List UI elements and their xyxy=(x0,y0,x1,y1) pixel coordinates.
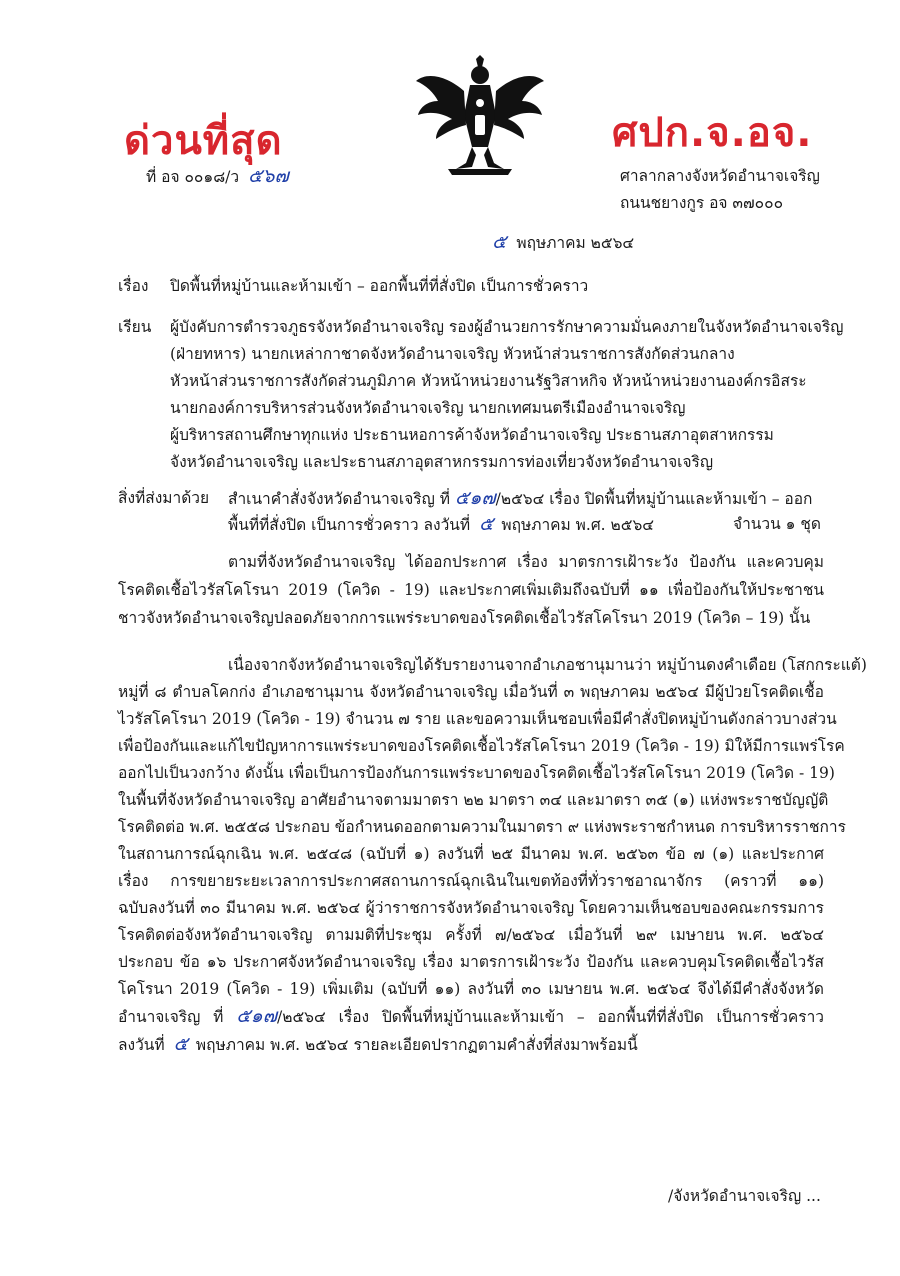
to-line: ผู้บริหารสถานศึกษาทุกแห่ง ประธานหอการค้าจังหวัดอำนาจเจริญ ประธานสภาอุตสาหกรรม xyxy=(170,426,774,444)
paragraph-line: ในพื้นที่จังหวัดอำนาจเจริญ อาศัยอำนาจตามมาตรา ๒๒ มาตรา ๓๔ และมาตรา ๓๕ (๑) แห่งพระราชบัญญัติ xyxy=(118,791,829,809)
paragraph-line: โรคติดเชื้อไวรัสโคโรนา 2019 (โควิด - 19) และประกาศเพิ่มเติมถึงฉบับที่ ๑๑ เพื่อป้องกันให้ประชาชน xyxy=(118,581,824,599)
enclosure-line-1 xyxy=(228,488,812,509)
paragraph-line: โรคติดต่อ พ.ศ. ๒๕๕๘ ประกอบ ข้อกำหนดออกตามความในมาตรา ๙ แห่งพระราชกำหนด การบริหารราชการ xyxy=(118,818,846,836)
paragraph-line: ออกไปเป็นวงกว้าง ดังนั้น เพื่อเป็นการป้องกันการแพร่ระบาดของโรคติดเชื้อไวรัสโคโรนา 2019 (โควิด - 19) xyxy=(118,764,835,782)
enclosure-text: พื้นที่ที่สั่งปิด เป็นการชั่วคราว ลงวันที่ xyxy=(228,516,471,534)
handwritten-date-day: ๕ xyxy=(492,231,507,253)
paragraph-line xyxy=(118,1003,824,1031)
paragraph-line: หมู่ที่ ๘ ตำบลโคกก่ง อำเภอชานุมาน จังหวัดอำนาจเจริญ เมื่อวันที่ ๓ พฤษภาคม ๒๕๖๔ มีผู้ป่วยโรคติดเชื้อ xyxy=(118,683,824,701)
urgency-stamp: ด่วนที่สุด xyxy=(124,118,283,164)
reference-prefix: ที่ อจ ๐๐๑๘/ว xyxy=(146,168,240,186)
subject-label: เรื่อง xyxy=(118,277,149,295)
date-month-year: พฤษภาคม ๒๕๖๔ xyxy=(516,234,635,252)
paragraph-line: ชาวจังหวัดอำนาจเจริญปลอดภัยจากการแพร่ระบาดของโรคติดเชื้อไวรัสโคโรนา 2019 (โควิด – 19) นั้น xyxy=(118,609,811,627)
paragraph-line: โรคติดต่อจังหวัดอำนาจเจริญ ตามมติที่ประชุม ครั้งที่ ๗/๒๕๖๔ เมื่อวันที่ ๒๙ เมษายน พ.ศ. ๒๕๖๔ xyxy=(118,926,824,944)
to-line: (ฝ่ายทหาร) นายกเหล่ากาชาดจังหวัดอำนาจเจริญ หัวหน้าส่วนราชการสังกัดส่วนกลาง xyxy=(170,345,735,363)
to-recipients xyxy=(170,314,844,476)
handwritten-order-number: ๕๑๗ xyxy=(454,487,496,509)
office-address-line-1: ศาลากลางจังหวัดอำนาจเจริญ xyxy=(620,167,820,185)
paragraph-line: เรื่อง การขยายระยะเวลาการประกาศสถานการณ์ฉุกเฉินในเขตท้องที่ทั่วราชอาณาจักร (คราวที่ ๑๑) xyxy=(118,872,824,890)
enclosure-text: พฤษภาคม พ.ศ. ๒๕๖๔ xyxy=(501,516,655,534)
handwritten-order-day: ๕ xyxy=(173,1033,188,1055)
paragraph-text: ลงวันที่ xyxy=(118,1036,165,1054)
garuda-emblem-icon xyxy=(412,55,548,177)
paragraph-line: ในสถานการณ์ฉุกเฉิน พ.ศ. ๒๕๔๘ (ฉบับที่ ๑) ลงวันที่ ๒๕ มีนาคม พ.ศ. ๒๕๖๓ ข้อ ๗ (๑) และประกาศ xyxy=(118,845,824,863)
paragraph-text: อำนาจเจริญ ที่ xyxy=(118,1008,224,1026)
office-address-line-2: ถนนชยางกูร อจ ๓๗๐๐๐ xyxy=(620,194,784,212)
office-stamp: ศปก.จ.อจ. xyxy=(612,110,813,156)
paragraph-2 xyxy=(118,652,867,1059)
enclosure-count: จำนวน ๑ ชุด xyxy=(733,515,821,533)
enclosure-text: /๒๕๖๔ เรื่อง ปิดพื้นที่หมู่บ้านและห้ามเข้า – ออก xyxy=(495,490,813,508)
enclosure-text: สำเนาคำสั่งจังหวัดอำนาจเจริญ ที่ xyxy=(228,490,450,508)
paragraph-line: ประกอบ ข้อ ๑๖ ประกาศจังหวัดอำนาจเจริญ เรื่อง มาตรการเฝ้าระวัง ป้องกัน และควบคุมโรคติดเชื้อไวรัส xyxy=(118,953,824,971)
paragraph-line: ไวรัสโคโรนา 2019 (โควิด - 19) จำนวน ๗ ราย และขอความเห็นชอบเพื่อมีคำสั่งปิดหมู่บ้านดังกล่าวบางส่วน xyxy=(118,710,837,728)
enclosure-label: สิ่งที่ส่งมาด้วย xyxy=(118,489,210,507)
paragraph-1 xyxy=(118,548,824,632)
handwritten-reference-number: ๕๖๗ xyxy=(248,165,289,187)
paragraph-line xyxy=(118,1031,824,1059)
paragraph-line: ฉบับลงวันที่ ๓๐ มีนาคม พ.ศ. ๒๕๖๔ ผู้ว่าราชการจังหวัดอำนาจเจริญ โดยความเห็นชอบของคณะกรรมการ xyxy=(118,899,824,917)
reference-number xyxy=(146,166,289,187)
to-line: หัวหน้าส่วนราชการสังกัดส่วนภูมิภาค หัวหน้าหน่วยงานรัฐวิสาหกิจ หัวหน้าหน่วยงานองค์กรอิสระ xyxy=(170,372,807,390)
continuation-marker: /จังหวัดอำนาจเจริญ ... xyxy=(668,1187,821,1205)
paragraph-line: โคโรนา 2019 (โควิด - 19) เพิ่มเติม (ฉบับที่ ๑๑) ลงวันที่ ๓๐ เมษายน พ.ศ. ๒๕๖๔ จึงได้มีคำสั่งจังหวัด xyxy=(118,980,824,998)
to-line: จังหวัดอำนาจเจริญ และประธานสภาอุตสาหกรรมการท่องเที่ยวจังหวัดอำนาจเจริญ xyxy=(170,453,714,471)
handwritten-order-number: ๕๑๗ xyxy=(236,1005,277,1027)
subject-line xyxy=(118,276,588,296)
to-label: เรียน xyxy=(118,318,152,336)
enclosure-line-2 xyxy=(228,514,654,535)
paragraph-line: เนื่องจากจังหวัดอำนาจเจริญได้รับรายงานจากอำเภอชานุมานว่า หมู่บ้านดงคำเดือย (โสกกระแต้) xyxy=(228,656,867,674)
document-date xyxy=(492,232,634,253)
subject-text: ปิดพื้นที่หมู่บ้านและห้ามเข้า – ออกพื้นที่ที่สั่งปิด เป็นการชั่วคราว xyxy=(170,277,589,295)
paragraph-line: เพื่อป้องกันและแก้ไขปัญหาการแพร่ระบาดของโรคติดเชื้อไวรัสโคโรนา 2019 (โควิด - 19) มิให้มีการแพร่โรค xyxy=(118,737,845,755)
paragraph-line: ตามที่จังหวัดอำนาจเจริญ ได้ออกประกาศ เรื่อง มาตรการเฝ้าระวัง ป้องกัน และควบคุม xyxy=(228,553,824,571)
to-line: ผู้บังคับการตำรวจภูธรจังหวัดอำนาจเจริญ รองผู้อำนวยการรักษาความมั่นคงภายในจังหวัดอำนาจเจริญ xyxy=(170,318,844,336)
paragraph-text: /๒๕๖๔ เรื่อง ปิดพื้นที่หมู่บ้านและห้ามเข้า – ออกพื้นที่ที่สั่งปิด เป็นการชั่วคราว xyxy=(277,1008,825,1026)
to-line: นายกองค์การบริหารส่วนจังหวัดอำนาจเจริญ นายกเทศมนตรีเมืองอำนาจเจริญ xyxy=(170,399,686,417)
handwritten-enclosure-day: ๕ xyxy=(479,513,494,535)
paragraph-text: พฤษภาคม พ.ศ. ๒๕๖๔ รายละเอียดปรากฏตามคำสั่งที่ส่งมาพร้อมนี้ xyxy=(195,1036,638,1054)
